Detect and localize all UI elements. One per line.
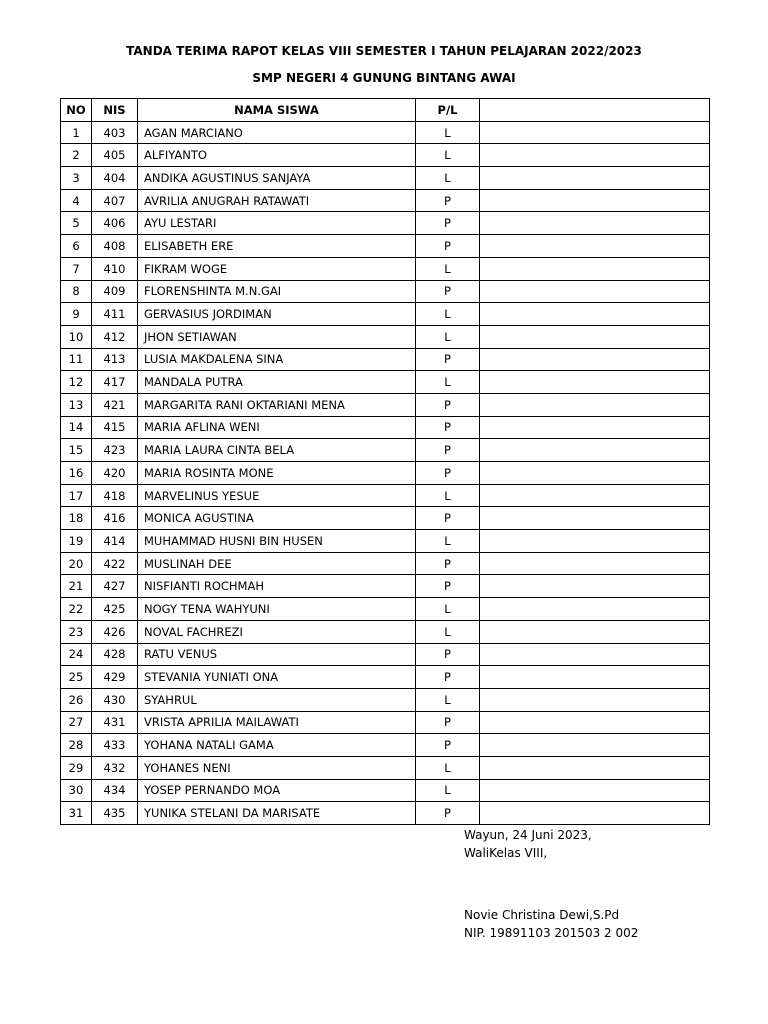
cell-nama: ELISABETH ERE [138,235,416,258]
cell-nama: NOGY TENA WAHYUNI [138,598,416,621]
cell-no: 8 [61,280,92,303]
cell-pl: L [416,779,480,802]
cell-nis: 404 [92,167,138,190]
cell-pl: P [416,666,480,689]
cell-nis: 434 [92,779,138,802]
table-row [61,530,710,553]
cell-signature[interactable] [480,734,710,757]
cell-pl: P [416,416,480,439]
cell-nama: MONICA AGUSTINA [138,507,416,530]
cell-no: 20 [61,552,92,575]
cell-signature[interactable] [480,416,710,439]
table-row [61,552,710,575]
cell-nis: 432 [92,756,138,779]
table-row [61,144,710,167]
cell-pl: L [416,257,480,280]
cell-nama: YUNIKA STELANI DA MARISATE [138,802,416,825]
cell-signature[interactable] [480,325,710,348]
cell-no: 27 [61,711,92,734]
cell-signature[interactable] [480,688,710,711]
cell-nis: 408 [92,235,138,258]
cell-no: 21 [61,575,92,598]
cell-nis: 425 [92,598,138,621]
signature-name: Novie Christina Dewi,S.Pd [464,908,620,922]
cell-pl: P [416,280,480,303]
signature-nip: NIP. 19891103 201503 2 002 [464,926,639,940]
cell-pl: L [416,325,480,348]
cell-nis: 431 [92,711,138,734]
cell-no: 14 [61,416,92,439]
table-row [61,167,710,190]
table-row [61,257,710,280]
cell-pl: L [416,598,480,621]
cell-nama: FIKRAM WOGE [138,257,416,280]
cell-pl: L [416,484,480,507]
cell-nis: 403 [92,121,138,144]
cell-pl: L [416,688,480,711]
cell-pl: P [416,189,480,212]
table-row [61,189,710,212]
cell-pl: P [416,393,480,416]
table-row [61,325,710,348]
cell-nama: YOHANA NATALI GAMA [138,734,416,757]
table-row [61,643,710,666]
cell-signature[interactable] [480,235,710,258]
cell-no: 9 [61,303,92,326]
cell-pl: L [416,530,480,553]
cell-signature[interactable] [480,167,710,190]
cell-nis: 420 [92,462,138,485]
header-signature [480,99,710,122]
table-row [61,121,710,144]
cell-nis: 405 [92,144,138,167]
student-table [60,98,710,825]
cell-nama: MANDALA PUTRA [138,371,416,394]
cell-nis: 430 [92,688,138,711]
cell-signature[interactable] [480,257,710,280]
cell-signature[interactable] [480,552,710,575]
cell-signature[interactable] [480,620,710,643]
table-row [61,802,710,825]
cell-nis: 421 [92,393,138,416]
cell-nis: 428 [92,643,138,666]
cell-no: 19 [61,530,92,553]
table-row [61,688,710,711]
cell-no: 26 [61,688,92,711]
cell-nis: 413 [92,348,138,371]
cell-nama: AGAN MARCIANO [138,121,416,144]
cell-no: 25 [61,666,92,689]
cell-signature[interactable] [480,462,710,485]
cell-pl: P [416,462,480,485]
cell-nis: 422 [92,552,138,575]
header-no: NO [61,99,92,122]
cell-pl: P [416,575,480,598]
table-row [61,416,710,439]
cell-pl: P [416,734,480,757]
cell-signature[interactable] [480,348,710,371]
cell-signature[interactable] [480,393,710,416]
cell-nis: 417 [92,371,138,394]
table-row [61,756,710,779]
cell-nama: FLORENSHINTA M.N.GAI [138,280,416,303]
cell-no: 22 [61,598,92,621]
cell-nis: 406 [92,212,138,235]
cell-signature[interactable] [480,507,710,530]
table-header-row [61,99,710,122]
cell-nis: 433 [92,734,138,757]
cell-no: 6 [61,235,92,258]
cell-nama: NOVAL FACHREZI [138,620,416,643]
cell-no: 7 [61,257,92,280]
cell-signature[interactable] [480,303,710,326]
cell-no: 13 [61,393,92,416]
cell-signature[interactable] [480,711,710,734]
header-pl: P/L [416,99,480,122]
cell-pl: P [416,212,480,235]
cell-pl: L [416,303,480,326]
cell-nama: YOHANES NENI [138,756,416,779]
cell-nama: MUSLINAH DEE [138,552,416,575]
cell-no: 28 [61,734,92,757]
table-row [61,711,710,734]
table-row [61,484,710,507]
cell-pl: P [416,643,480,666]
header-nis: NIS [92,99,138,122]
cell-pl: L [416,144,480,167]
cell-no: 4 [61,189,92,212]
cell-no: 23 [61,620,92,643]
cell-nama: AYU LESTARI [138,212,416,235]
cell-signature[interactable] [480,666,710,689]
cell-nama: YOSEP PERNANDO MOA [138,779,416,802]
cell-nama: LUSIA MAKDALENA SINA [138,348,416,371]
table-row [61,598,710,621]
cell-no: 5 [61,212,92,235]
cell-nis: 429 [92,666,138,689]
cell-signature[interactable] [480,144,710,167]
cell-no: 18 [61,507,92,530]
cell-no: 17 [61,484,92,507]
cell-no: 15 [61,439,92,462]
cell-signature[interactable] [480,439,710,462]
signature-role: WaliKelas VIII, [464,846,548,860]
table-row [61,303,710,326]
cell-nama: STEVANIA YUNIATI ONA [138,666,416,689]
cell-no: 11 [61,348,92,371]
cell-signature[interactable] [480,802,710,825]
table-row [61,779,710,802]
cell-signature[interactable] [480,371,710,394]
table-row [61,371,710,394]
table-row [61,620,710,643]
cell-nama: GERVASIUS JORDIMAN [138,303,416,326]
cell-nis: 409 [92,280,138,303]
table-row [61,212,710,235]
cell-nama: NISFIANTI ROCHMAH [138,575,416,598]
cell-pl: P [416,235,480,258]
cell-nis: 415 [92,416,138,439]
cell-signature[interactable] [480,756,710,779]
cell-pl: P [416,711,480,734]
table-row [61,507,710,530]
cell-nama: MARGARITA RANI OKTARIANI MENA [138,393,416,416]
cell-pl: L [416,620,480,643]
table-row [61,439,710,462]
cell-no: 10 [61,325,92,348]
cell-nama: MUHAMMAD HUSNI BIN HUSEN [138,530,416,553]
table-row [61,280,710,303]
cell-no: 2 [61,144,92,167]
cell-no: 29 [61,756,92,779]
cell-no: 1 [61,121,92,144]
table-row [61,393,710,416]
cell-no: 3 [61,167,92,190]
cell-nama: MARIA LAURA CINTA BELA [138,439,416,462]
cell-pl: P [416,507,480,530]
cell-nis: 435 [92,802,138,825]
cell-nama: MARVELINUS YESUE [138,484,416,507]
table-row [61,666,710,689]
cell-signature[interactable] [480,212,710,235]
cell-pl: P [416,802,480,825]
table-row [61,734,710,757]
cell-pl: L [416,167,480,190]
cell-pl: L [416,371,480,394]
cell-signature[interactable] [480,280,710,303]
cell-signature[interactable] [480,643,710,666]
cell-pl: P [416,552,480,575]
cell-nama: ALFIYANTO [138,144,416,167]
cell-no: 16 [61,462,92,485]
table-row [61,575,710,598]
cell-signature[interactable] [480,598,710,621]
cell-pl: L [416,121,480,144]
cell-nis: 427 [92,575,138,598]
school-name: SMP NEGERI 4 GUNUNG BINTANG AWAI [252,71,516,85]
cell-signature[interactable] [480,121,710,144]
cell-pl: P [416,439,480,462]
cell-nama: MARIA AFLINA WENI [138,416,416,439]
cell-nama: RATU VENUS [138,643,416,666]
cell-nama: VRISTA APRILIA MAILAWATI [138,711,416,734]
cell-pl: L [416,756,480,779]
table-row [61,235,710,258]
cell-signature[interactable] [480,575,710,598]
cell-nama: ANDIKA AGUSTINUS SANJAYA [138,167,416,190]
cell-nis: 412 [92,325,138,348]
cell-nis: 414 [92,530,138,553]
cell-nama: AVRILIA ANUGRAH RATAWATI [138,189,416,212]
cell-nis: 407 [92,189,138,212]
cell-no: 31 [61,802,92,825]
cell-pl: P [416,348,480,371]
cell-nama: SYAHRUL [138,688,416,711]
cell-no: 30 [61,779,92,802]
cell-signature[interactable] [480,530,710,553]
cell-nama: MARIA ROSINTA MONE [138,462,416,485]
header-nama-siswa: NAMA SISWA [138,99,416,122]
cell-no: 24 [61,643,92,666]
cell-nis: 410 [92,257,138,280]
cell-nama: JHON SETIAWAN [138,325,416,348]
cell-no: 12 [61,371,92,394]
cell-signature[interactable] [480,484,710,507]
table-row [61,348,710,371]
cell-nis: 416 [92,507,138,530]
cell-nis: 411 [92,303,138,326]
table-row [61,462,710,485]
signature-place-date: Wayun, 24 Juni 2023, [464,828,592,842]
cell-nis: 423 [92,439,138,462]
cell-nis: 426 [92,620,138,643]
cell-signature[interactable] [480,189,710,212]
cell-nis: 418 [92,484,138,507]
cell-signature[interactable] [480,779,710,802]
document-title: TANDA TERIMA RAPOT KELAS VIII SEMESTER I TAHUN PELAJARAN 2022/2023 [126,44,642,58]
